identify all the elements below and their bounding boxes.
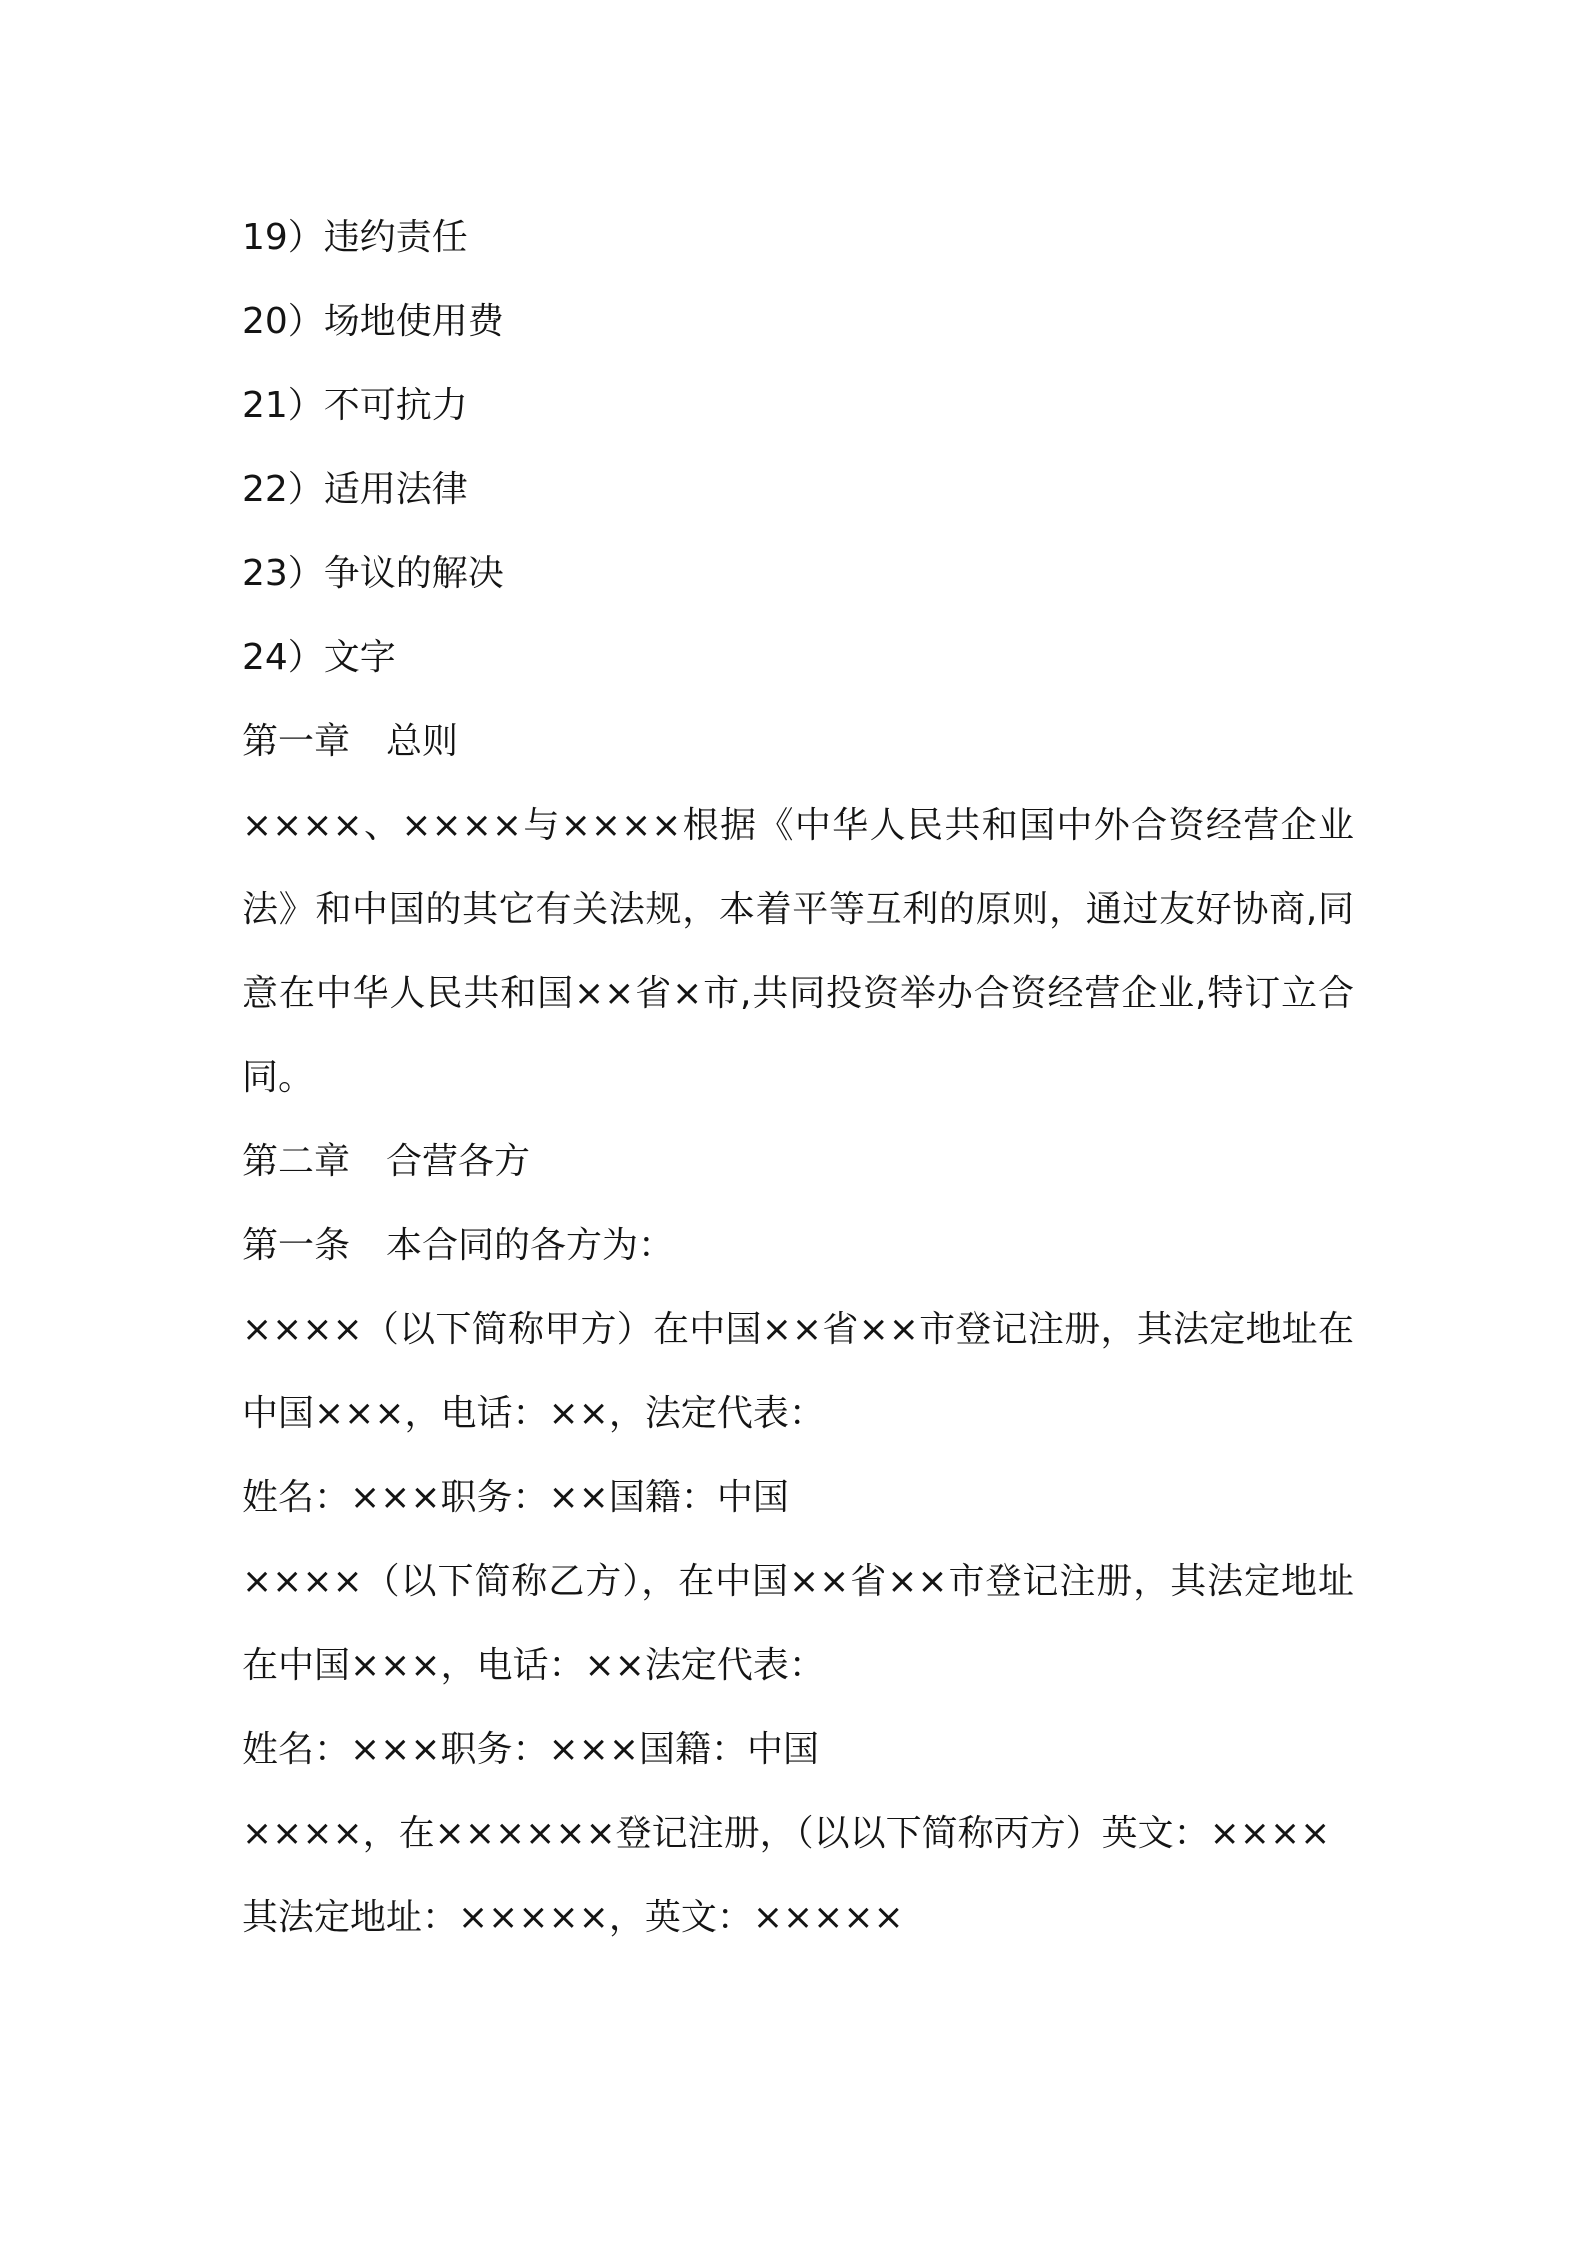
toc-item-22: 22）适用法律 [242, 469, 468, 510]
chapter-2-heading: 第二章 合营各方 [242, 1141, 531, 1182]
party-a-paragraph: ××××（以下简称甲方）在中国××省××市登记注册，其法定地址在中国×××，电话：××，法定代表： [242, 1309, 1354, 1434]
party-b-representative: 姓名：×××职务：×××国籍：中国 [242, 1729, 819, 1770]
toc-item-23: 23）争议的解决 [242, 553, 504, 594]
party-c-paragraph: ××××，在××××××登记注册，（以以下简称丙方）英文：×××× [242, 1813, 1331, 1854]
document-page [242, 196, 1354, 1960]
party-b-paragraph: ××××（以下简称乙方），在中国××省××市登记注册，其法定地址在中国×××，电话：××法定代表： [242, 1561, 1354, 1686]
toc-item-21: 21）不可抗力 [242, 385, 468, 426]
party-a-representative: 姓名：×××职务：××国籍：中国 [242, 1477, 789, 1518]
toc-item-19: 19）违约责任 [242, 217, 468, 258]
chapter-1-heading: 第一章 总则 [242, 721, 459, 762]
chapter-1-body: ××××、××××与××××根据《中华人民共和国中外合资经营企业法》和中国的其它有关法规，本着平等互利的原则，通过友好协商,同意在中华人民共和国××省×市,共同投资举办合资经营企业,特订立合同。 [242, 805, 1354, 1098]
toc-item-24: 24）文字 [242, 637, 396, 678]
party-c-address: 其法定地址：×××××，英文：××××× [242, 1897, 904, 1938]
toc-item-20: 20）场地使用费 [242, 301, 504, 342]
article-1-heading: 第一条 本合同的各方为： [242, 1225, 675, 1266]
